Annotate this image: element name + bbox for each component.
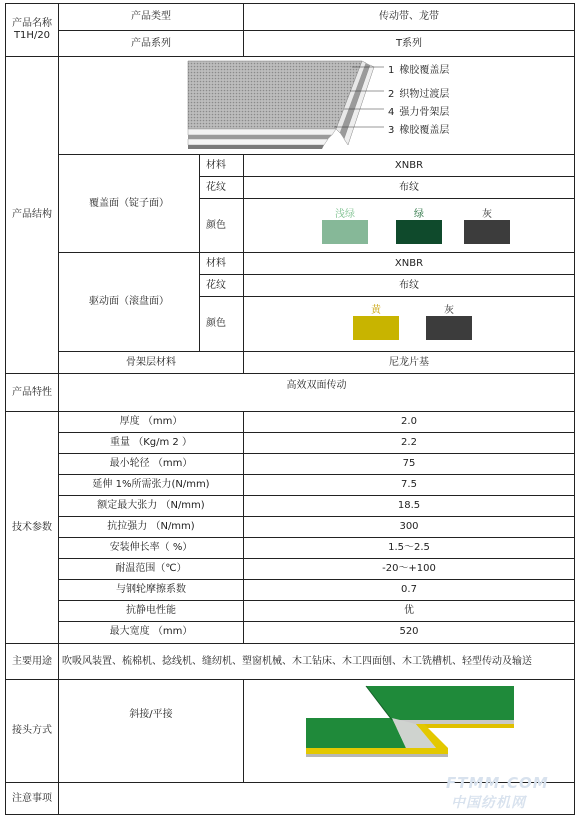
layer-label (388, 85, 449, 100)
tech-param-name: 最大宽度 （mm） (109, 626, 193, 637)
color-name: 浅绿 (335, 209, 355, 220)
color-name: 灰 (444, 305, 454, 316)
drive-color-swatches (244, 297, 574, 351)
layer-name: 橡胶覆盖层 (399, 125, 450, 136)
tech-param-value: 520 (399, 626, 419, 637)
tech-label-text: 技术参数 (12, 521, 52, 533)
cover-color-swatches (244, 199, 574, 252)
tech-param-value: 300 (399, 521, 419, 532)
tech-param-name: 抗静电性能 (126, 605, 176, 616)
drive-side-label: 驱动面（滚盘面） (89, 296, 169, 307)
notes-label (6, 783, 58, 814)
structure-label (6, 57, 58, 373)
joint-value: 斜接/平接 (129, 709, 173, 720)
cover-pattern-value: 布纹 (399, 181, 419, 193)
tech-param-value: 1.5～2.5 (388, 542, 430, 553)
tech-param-name: 重量 （Kg/m 2 ） (110, 437, 192, 448)
joint-label (6, 680, 58, 782)
layer-name: 织物过渡层 (399, 89, 450, 100)
layer-label (388, 61, 449, 76)
cover-material-value: XNBR (394, 159, 424, 171)
color-swatch (464, 220, 510, 244)
layer-number: 4 (388, 107, 395, 118)
layer-name: 橡胶覆盖层 (399, 65, 450, 76)
joint-label-text: 接头方式 (12, 725, 52, 736)
cover-color-label: 颜色 (206, 219, 226, 231)
tech-param-name: 额定最大张力 （N/mm) (97, 500, 205, 511)
tech-param-value: 2.2 (401, 437, 417, 448)
skeleton-label: 骨架层材料 (126, 356, 176, 368)
tech-param-name: 最小轮径 （mm） (109, 458, 193, 469)
product-spec-sheet (5, 3, 575, 815)
product-series-value: T系列 (395, 37, 423, 49)
tech-param-value: 0.7 (401, 584, 417, 595)
layer-name: 强力骨架层 (399, 107, 450, 118)
tech-param-name: 抗拉强力 （N/mm) (107, 521, 195, 532)
usage-label-text: 主要用途 (12, 655, 52, 667)
tech-param-value: 18.5 (397, 500, 421, 511)
tech-param-name: 安装伸长率（ %） (109, 542, 193, 553)
product-series-label: 产品系列 (131, 37, 171, 49)
drive-material-value: XNBR (394, 257, 424, 269)
drive-material-label: 材料 (206, 257, 226, 269)
tech-param-name: 与钢轮摩擦系数 (116, 584, 186, 595)
product-type-value: 传动带、龙带 (379, 11, 439, 22)
grid-line (6, 56, 574, 57)
tech-param-value: 75 (402, 458, 416, 469)
grid-line (243, 679, 244, 782)
belt-structure-diagram (184, 59, 484, 151)
product-name-value: T1H/20 (13, 30, 51, 41)
watermark-site: FTMM.COM (446, 774, 549, 792)
feature-value: 高效双面传动 (286, 380, 347, 391)
notes-label-text: 注意事项 (12, 792, 52, 804)
structure-label-text: 产品结构 (12, 209, 52, 220)
tech-param-value: -20～+100 (382, 563, 436, 574)
color-name: 灰 (482, 209, 492, 220)
usage-label (6, 644, 58, 679)
belt-joint-illustration (296, 684, 526, 764)
color-name: 绿 (414, 209, 424, 220)
drive-pattern-label: 花纹 (206, 279, 226, 291)
feature-label (6, 374, 58, 411)
tech-param-name: 厚度 （mm） (119, 416, 183, 427)
feature-label-text: 产品特性 (12, 386, 52, 398)
tech-param-value: 7.5 (401, 479, 417, 490)
drive-color-label: 颜色 (206, 318, 226, 329)
cover-pattern-label: 花纹 (206, 181, 226, 193)
layer-number: 1 (388, 65, 395, 76)
tech-param-value: 优 (404, 605, 414, 616)
product-type-label: 产品类型 (131, 11, 171, 22)
watermark-name: 中国纺机网 (451, 795, 526, 811)
tech-param-value: 2.0 (401, 416, 417, 427)
layer-label (388, 103, 449, 118)
product-name-label: 产品名称 (12, 18, 52, 29)
tech-param-name: 耐温范围（℃） (115, 563, 187, 574)
color-swatch (353, 316, 399, 340)
color-swatch (322, 220, 368, 244)
tech-label (6, 412, 58, 643)
cover-material-label: 材料 (206, 159, 226, 171)
joint-diagram (296, 684, 526, 764)
drive-pattern-value: 布纹 (399, 279, 419, 291)
tech-param-name: 延伸 1%所需张力(N/mm) (92, 479, 210, 490)
color-name: 黄 (371, 305, 381, 316)
skeleton-value: 尼龙片基 (389, 356, 429, 368)
color-swatch (426, 316, 472, 340)
layer-number: 3 (388, 125, 395, 136)
layer-number: 2 (388, 89, 395, 100)
cover-side-label: 覆盖面（锭子面） (89, 197, 169, 209)
usage-value: 吹吸风装置、梳棉机、捻线机、缝纫机、塑窗机械、木工钻床、木工四面刨、木工铣槽机、轻型传动及输送 (62, 655, 532, 667)
product-name-cell (6, 4, 58, 56)
color-swatch (396, 220, 442, 244)
layer-label (388, 121, 449, 136)
